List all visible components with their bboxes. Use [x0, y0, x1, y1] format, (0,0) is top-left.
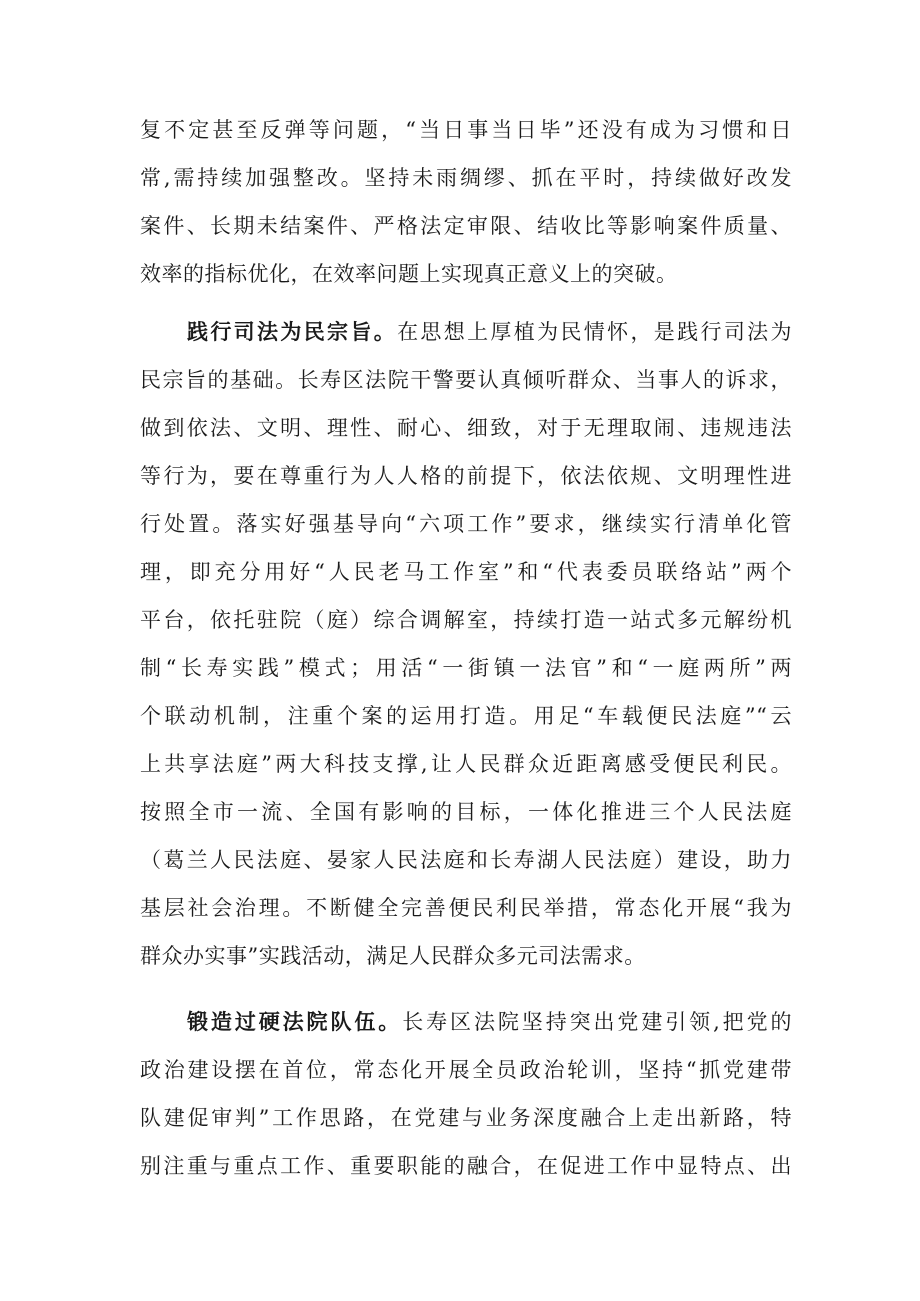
- text-line: 制“长寿实践”模式；用活“一街镇一法官”和“一庭两所”两: [140, 656, 792, 680]
- text-line: 做到依法、文明、理性、耐心、细致，对于无理取闹、违规违法: [140, 416, 792, 440]
- text-line: 平台，依托驻院（庭）综合调解室，持续打造一站式多元解纷机: [140, 608, 792, 632]
- text-line: 群众办实事”实践活动，满足人民群众多元司法需求。: [140, 944, 646, 968]
- text-line: 基层社会治理。不断健全完善便民利民举措，常态化开展“我为: [140, 896, 792, 920]
- text-line: 按照全市一流、全国有影响的目标，一体化推进三个人民法庭: [140, 800, 792, 824]
- text-line: （葛兰人民法庭、晏家人民法庭和长寿湖人民法庭）建设，助力: [140, 848, 792, 872]
- text-line: [140, 998, 792, 1046]
- section-heading: 锻造过硬法院队伍。: [187, 1010, 403, 1034]
- text-line: 等行为，要在尊重行为人人格的前提下，依法依规、文明理性进: [140, 464, 792, 488]
- text-line: 民宗旨的基础。长寿区法院干警要认真倾听群众、当事人的诉求，: [140, 368, 792, 392]
- text-line: 上共享法庭”两大科技支撑,让人民群众近距离感受便民利民。: [140, 752, 792, 776]
- text-line: 个联动机制，注重个案的运用打造。用足“车载便民法庭”“云: [140, 704, 792, 728]
- text-line: 案件、长期未结案件、严格法定审限、结收比等影响案件质量、: [140, 214, 792, 238]
- text-line: 队建促审判”工作思路，在党建与业务深度融合上走出新路，特: [140, 1106, 792, 1130]
- text-line: [140, 308, 792, 356]
- text-span: 长寿区法院坚持突出党建引领,把党的: [402, 1010, 792, 1034]
- text-line: 别注重与重点工作、重要职能的融合，在促进工作中显特点、出: [140, 1154, 792, 1178]
- paragraph-judicial-for-people: [140, 308, 792, 980]
- text-line: 复不定甚至反弹等问题，“当日事当日毕”还没有成为习惯和日: [140, 118, 792, 142]
- paragraph-court-team: [140, 998, 792, 1190]
- text-line: 政治建设摆在首位，常态化开展全员政治轮训，坚持“抓党建带: [140, 1058, 792, 1082]
- text-line: 效率的指标优化，在效率问题上实现真正意义上的突破。: [140, 262, 678, 286]
- text-span: 在思想上厚植为民情怀，是践行司法为: [397, 320, 793, 344]
- paragraph-efficiency: [140, 106, 792, 298]
- text-line: 常,需持续加强整改。坚持未雨绸缪、抓在平时，持续做好改发: [140, 166, 792, 190]
- text-line: 理，即充分用好“人民老马工作室”和“代表委员联络站”两个: [140, 560, 792, 584]
- section-heading: 践行司法为民宗旨。: [187, 320, 398, 344]
- text-line: 行处置。落实好强基导向“六项工作”要求，继续实行清单化管: [140, 512, 792, 536]
